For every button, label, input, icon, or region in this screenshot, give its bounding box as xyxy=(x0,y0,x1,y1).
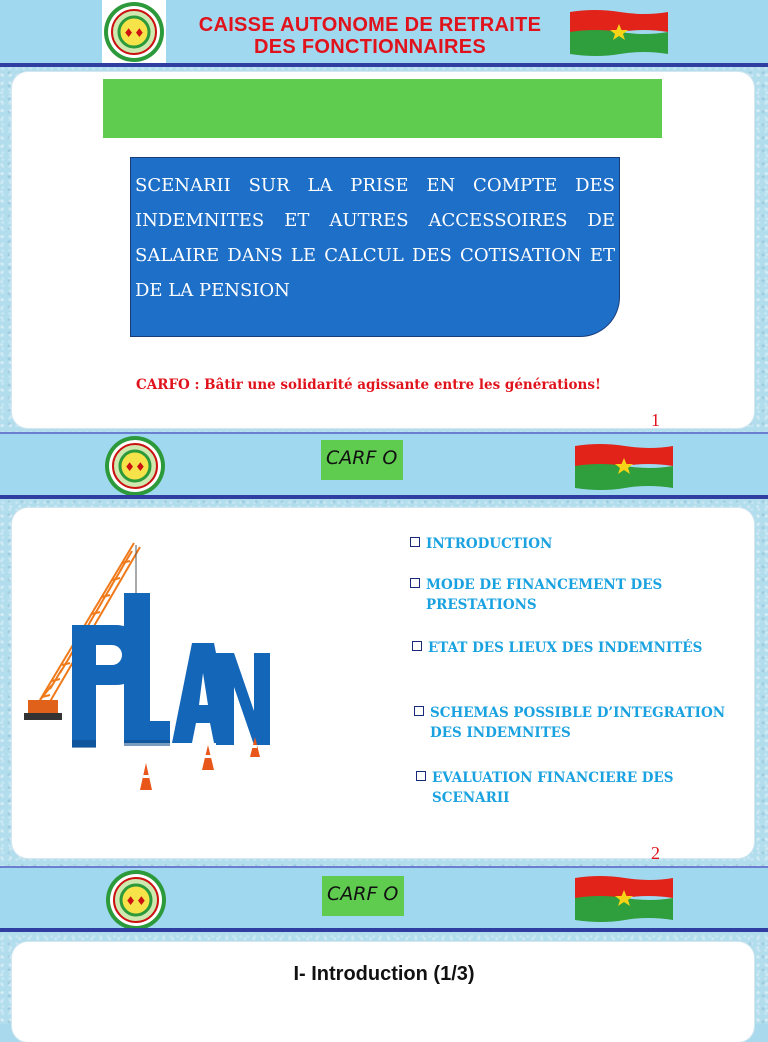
svg-text:♦♦: ♦♦ xyxy=(123,26,145,40)
checkbox-icon xyxy=(416,771,426,781)
header-rule xyxy=(0,63,768,67)
carfo-label-box: CARF O xyxy=(321,440,403,480)
plan-item-text xyxy=(426,575,662,615)
carfo-logo-icon xyxy=(103,434,167,498)
burkina-faso-flag-icon xyxy=(570,8,668,56)
plan-item-schemas xyxy=(414,703,725,743)
carfo-tagline: CARFO : Bâtir une solidarité agissante entre les générations! xyxy=(136,377,601,393)
plan-item-text xyxy=(432,768,674,808)
header-rule xyxy=(0,495,768,499)
plan-crane-illustration xyxy=(22,535,272,815)
plan-item-financement xyxy=(410,575,662,615)
plan-item-line2: SCENARII xyxy=(432,790,510,806)
page-number-1: 1 xyxy=(651,410,660,430)
section-title: I- Introduction (1/3) xyxy=(293,963,475,985)
plan-item-line1: EVALUATION FINANCIERE DES xyxy=(432,770,674,786)
carfo-logo-icon xyxy=(104,868,168,932)
burkina-faso-flag-icon xyxy=(575,442,673,490)
plan-item-text: INTRODUCTION xyxy=(426,536,553,552)
plan-item-line1: SCHEMAS POSSIBLE D’INTEGRATION xyxy=(430,705,726,721)
plan-item-line2: DES INDEMNITES xyxy=(430,725,571,741)
plan-item-line1: MODE DE FINANCEMENT DES xyxy=(426,577,663,593)
scenario-text: SCENARII SUR LA PRISE EN COMPTE DES INDEMNITES ET AUTRES ACCESSOIRES DE SALAIRE DANS LE CALCUL DES COTISATION ET DE LA PENSION xyxy=(135,175,615,301)
svg-text:♦♦: ♦♦ xyxy=(125,894,147,908)
plan-item-text: ETAT DES LIEUX DES INDEMNITÉS xyxy=(428,640,703,656)
checkbox-icon xyxy=(410,537,420,547)
carfo-label-box: CARF O xyxy=(322,876,404,916)
institution-title-line1: CAISSE AUTONOME DE RETRAITE xyxy=(198,14,542,36)
svg-text:♦♦: ♦♦ xyxy=(124,460,146,474)
plan-item-etat-des-lieux xyxy=(412,638,702,658)
institution-title-line2: DES FONCTIONNAIRES xyxy=(253,36,487,58)
slide3-panel xyxy=(12,942,754,1042)
slide2-header xyxy=(0,432,768,498)
header-rule xyxy=(0,928,768,932)
slide1-header xyxy=(0,0,768,66)
plan-item-introduction xyxy=(410,534,552,554)
checkbox-icon xyxy=(412,641,422,651)
carfo-logo-icon xyxy=(102,0,166,64)
scenario-box xyxy=(130,157,620,337)
burkina-faso-flag-icon xyxy=(575,874,673,922)
green-title-bar xyxy=(103,79,662,138)
institution-title xyxy=(170,14,570,58)
slide3-header xyxy=(0,866,768,932)
plan-item-line2: PRESTATIONS xyxy=(426,597,537,613)
page-number-2: 2 xyxy=(651,843,660,863)
checkbox-icon xyxy=(410,578,420,588)
plan-item-evaluation xyxy=(416,768,674,808)
checkbox-icon xyxy=(414,706,424,716)
plan-item-text xyxy=(430,703,725,743)
